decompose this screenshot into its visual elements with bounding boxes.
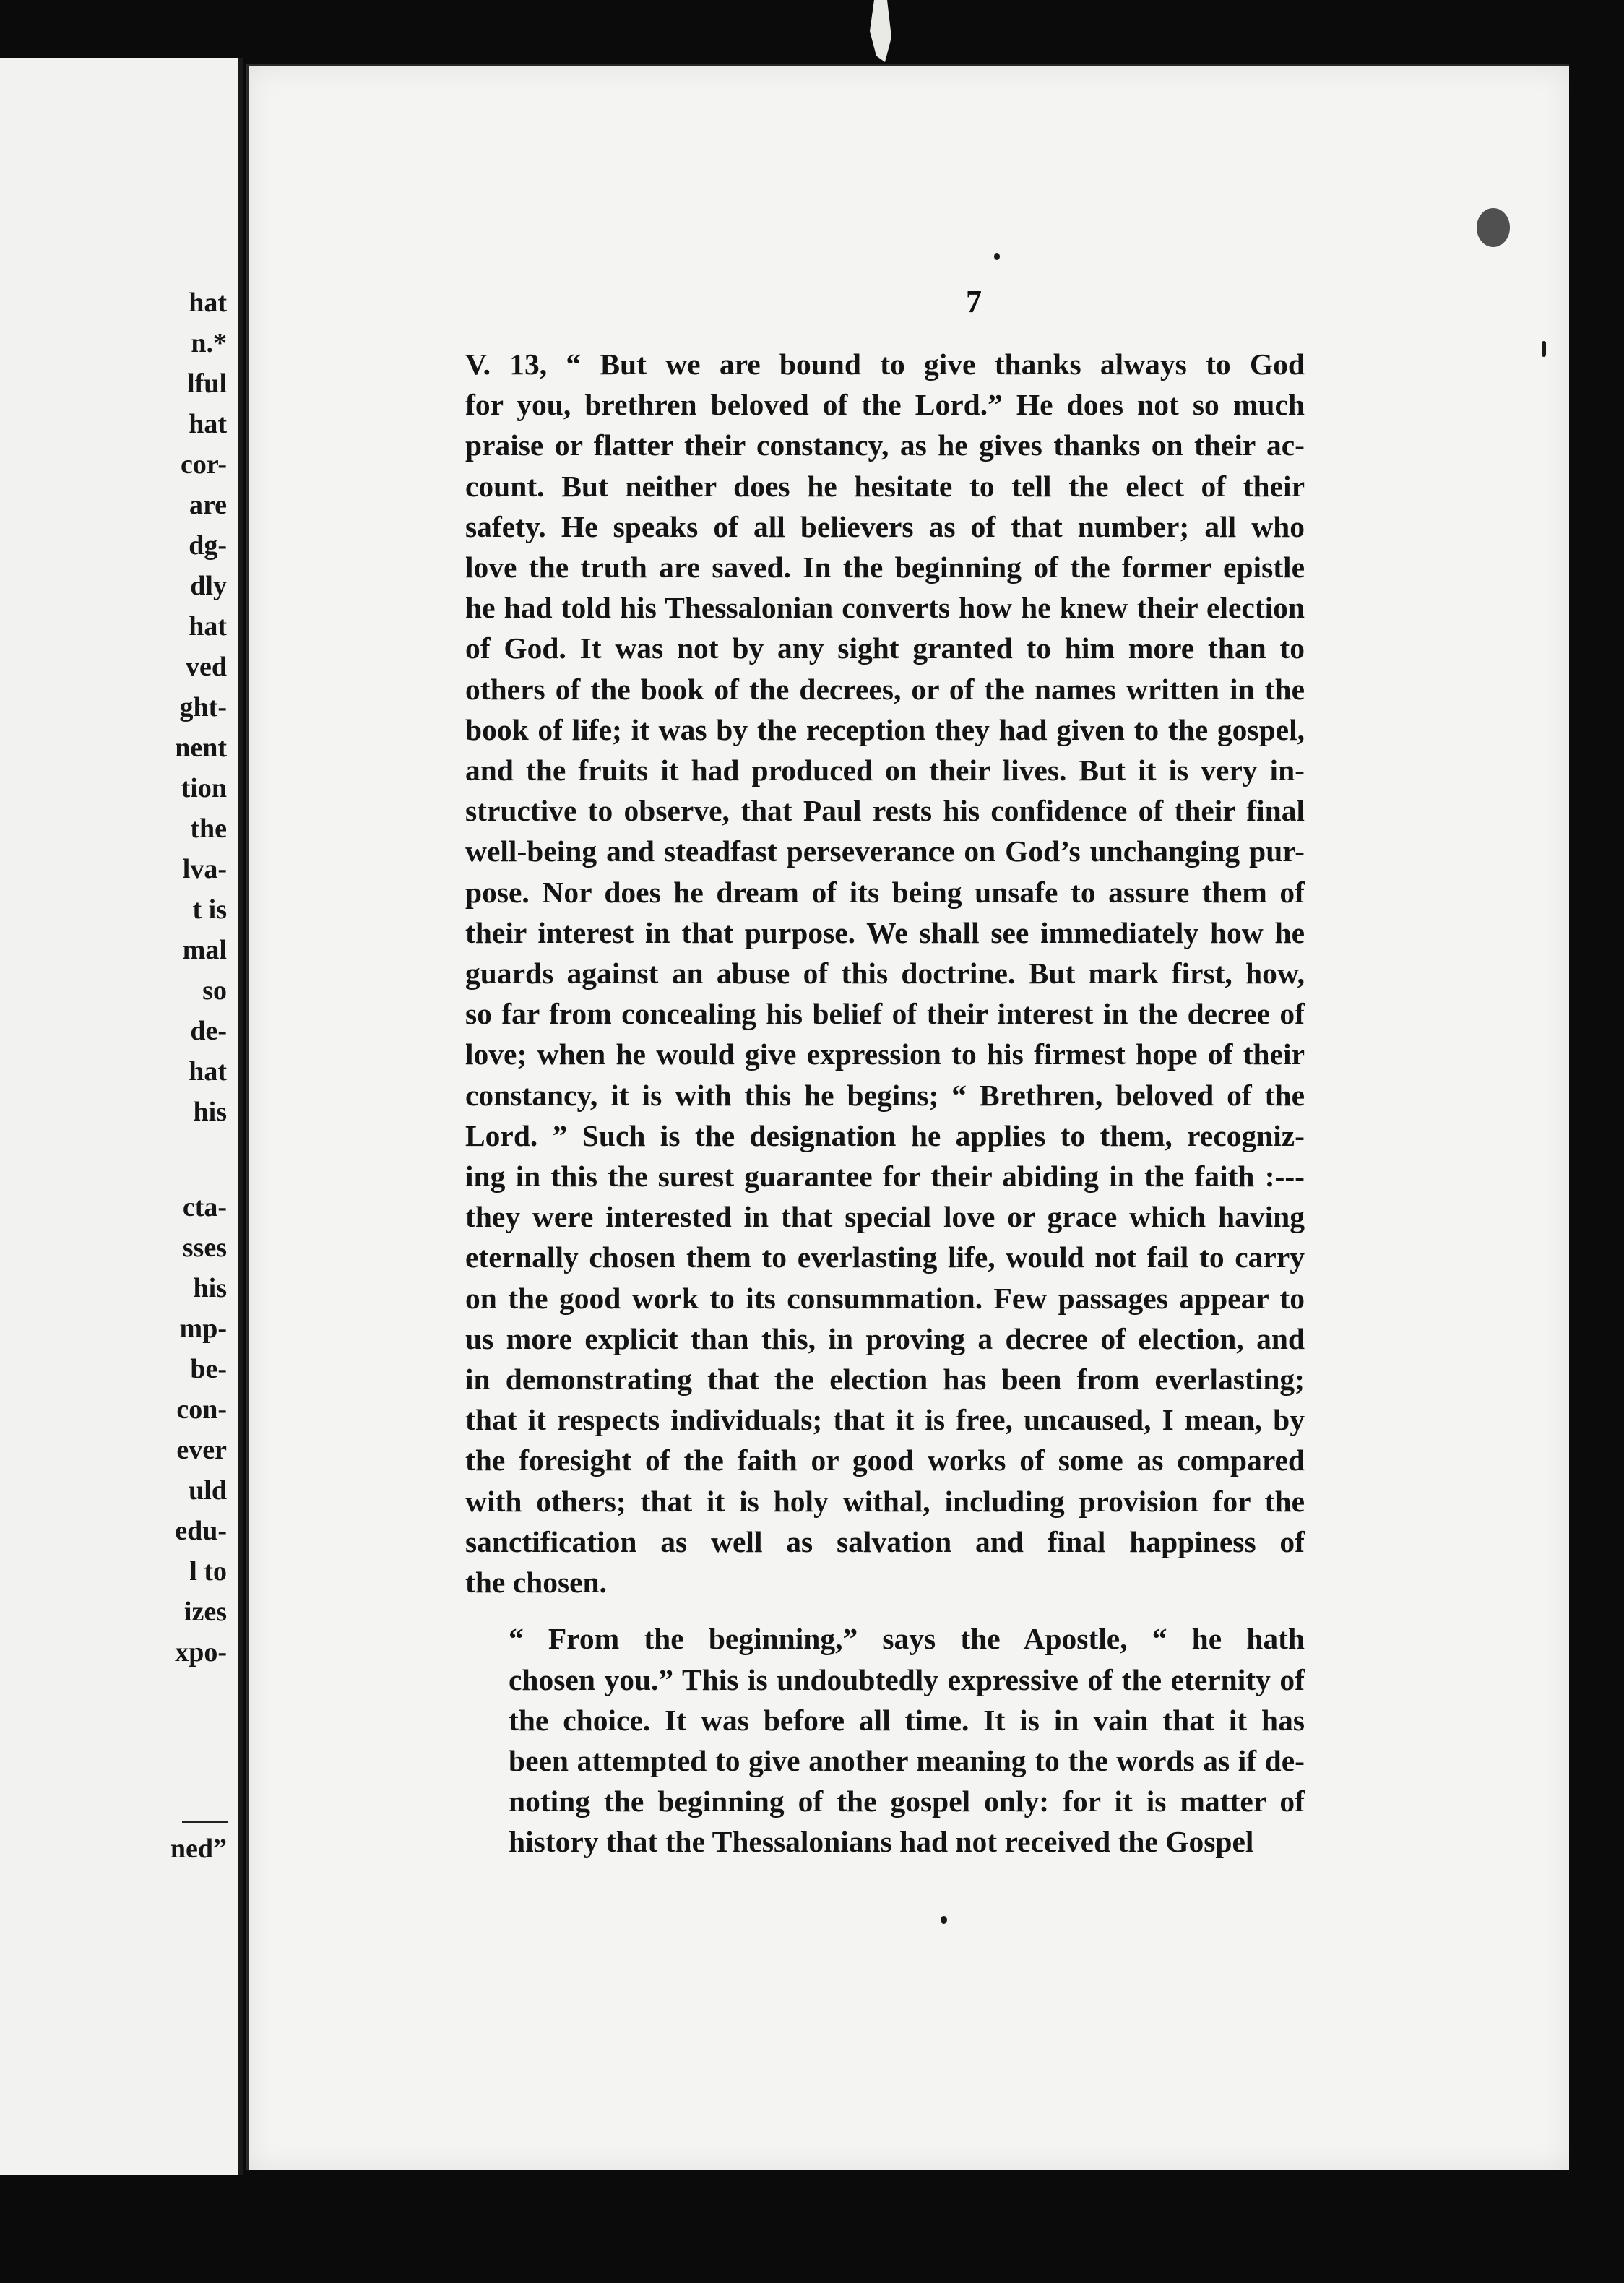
text-line: Lord. ” Such is the designation he applies to them, recogniz-: [465, 1118, 1305, 1152]
left-page-fragment: his: [193, 1273, 227, 1303]
text-line: constancy, it is with this he begins; “ Brethren, beloved of the: [465, 1078, 1305, 1112]
text-line: well-being and steadfast perseverance on God’s unchanging pur-: [465, 834, 1305, 868]
left-page-fragment: his: [193, 1097, 227, 1127]
left-page-footnote-rule: [182, 1821, 228, 1823]
left-page-fragment: mp-: [179, 1313, 227, 1344]
left-page-fragment: the: [190, 813, 227, 844]
left-page-fragment: ght-: [179, 692, 227, 722]
text-line: praise or flatter their constancy, as he gives thanks on their ac-: [465, 428, 1305, 462]
text-line: in demonstrating that the election has been from everlasting;: [465, 1363, 1305, 1397]
left-page-fragment: xpo-: [175, 1637, 227, 1667]
left-page-fragment: con-: [176, 1394, 227, 1425]
text-line: count. But neither does he hesitate to tell the elect of their: [465, 469, 1305, 503]
ink-speck: [1542, 341, 1546, 357]
text-line: the choice. It was before all time. It is in vain that it has: [509, 1703, 1305, 1737]
text-line: with others; that it is holy withal, including provision for the: [465, 1484, 1305, 1518]
left-page-fragment: ved: [186, 652, 227, 682]
text-line: chosen you.” This is undoubtedly expressive of the eternity of: [509, 1662, 1305, 1696]
left-page-fragment: uld: [189, 1475, 227, 1506]
ink-speck: [1477, 208, 1510, 247]
left-page-fragment: hat: [189, 611, 227, 642]
left-page-fragment: mal: [182, 935, 227, 965]
left-page-fragment: dg-: [189, 530, 227, 561]
left-page-fragment: hat: [189, 409, 227, 439]
text-line: for you, brethren beloved of the Lord.” He does not so much: [465, 388, 1305, 422]
text-line: “ From the beginning,” says the Apostle, “ he hath: [509, 1622, 1305, 1656]
text-line: so far from concealing his belief of their interest in the decree of: [465, 997, 1305, 1031]
text-line: been attempted to give another meaning to the words as if de-: [509, 1743, 1305, 1777]
page-tear: [870, 0, 891, 62]
left-page-fragment: dly: [190, 571, 227, 601]
text-line: their interest in that purpose. We shall see immediately how he: [465, 915, 1305, 949]
left-page-fragment: n.*: [191, 328, 227, 358]
left-page-fragment: so: [202, 975, 227, 1006]
left-page-fragment: are: [189, 490, 227, 520]
ink-speck: [994, 253, 1000, 260]
text-line: structive to observe, that Paul rests his confidence of their final: [465, 794, 1305, 828]
text-line: they were interested in that special love or grace which having: [465, 1200, 1305, 1234]
text-line: the chosen.: [465, 1566, 607, 1600]
paragraph: [444, 344, 1305, 1602]
previous-page-edge: [0, 58, 243, 2175]
text-line: ing in this the surest guarantee for their abiding in the faith :---: [465, 1160, 1305, 1194]
text-line: book of life; it was by the reception they had given to the gospel,: [465, 712, 1305, 746]
left-page-fragment: edu-: [175, 1516, 227, 1546]
left-page-fragment: de-: [190, 1016, 227, 1046]
left-page-fragment: t is: [192, 894, 227, 925]
text-line: and the fruits it had produced on their lives. But it is very in-: [465, 754, 1305, 787]
text-line: history that the Thessalonians had not received the Gospel: [509, 1825, 1254, 1859]
left-page-fragment: lva-: [182, 854, 227, 884]
text-line: noting the beginning of the gospel only: for it is matter of: [509, 1784, 1305, 1818]
text-line: love the truth are saved. In the beginning of the former epistle: [465, 551, 1305, 584]
left-page-fragment: be-: [190, 1354, 227, 1384]
page-body: [444, 344, 1305, 1863]
text-line: guards against an abuse of this doctrine. But mark first, how,: [465, 957, 1305, 991]
text-line: the foresight of the faith or good works of some as compared: [465, 1443, 1305, 1477]
left-page-fragment: lful: [187, 368, 227, 399]
left-page-fragment: tion: [181, 773, 227, 803]
left-page-fragment: hat: [189, 288, 227, 318]
left-page-fragment: sses: [182, 1233, 227, 1263]
left-page-fragment: ever: [176, 1435, 227, 1465]
left-page-fragment: cor-: [181, 449, 227, 480]
text-line: he had told his Thessalonian converts how he knew their election: [465, 591, 1305, 625]
text-line: safety. He speaks of all believers as of that number; all who: [465, 509, 1305, 543]
document-page: [246, 64, 1569, 2170]
left-page-fragment: ned”: [170, 1834, 227, 1864]
ink-speck: [941, 1916, 947, 1924]
text-line: pose. Nor does he dream of its being unsafe to assure them of: [465, 875, 1305, 909]
left-page-fragment: nent: [175, 733, 227, 763]
left-page-fragment: l to: [189, 1556, 227, 1587]
text-line: that it respects individuals; that it is free, uncaused, I mean, by: [465, 1403, 1305, 1437]
text-line: love; when he would give expression to his firmest hope of their: [465, 1037, 1305, 1071]
left-page-fragment: cta-: [182, 1192, 227, 1222]
text-line: sanctification as well as salvation and final happiness of: [465, 1524, 1305, 1558]
left-page-fragment: izes: [183, 1597, 227, 1627]
text-line: of God. It was not by any sight granted to him more than to: [465, 631, 1305, 665]
page-number: 7: [966, 284, 982, 319]
text-line: eternally chosen them to everlasting life, would not fail to carry: [465, 1240, 1305, 1274]
text-line: V. 13, “ But we are bound to give thanks always to God: [465, 348, 1305, 381]
text-line: on the good work to its consummation. Few passages appear to: [465, 1281, 1305, 1315]
text-line: others of the book of the decrees, or of the names written in the: [465, 672, 1305, 706]
left-page-fragment: hat: [189, 1056, 227, 1087]
paragraph: [444, 1618, 1305, 1862]
text-line: us more explicit than this, in proving a decree of election, and: [465, 1321, 1305, 1355]
